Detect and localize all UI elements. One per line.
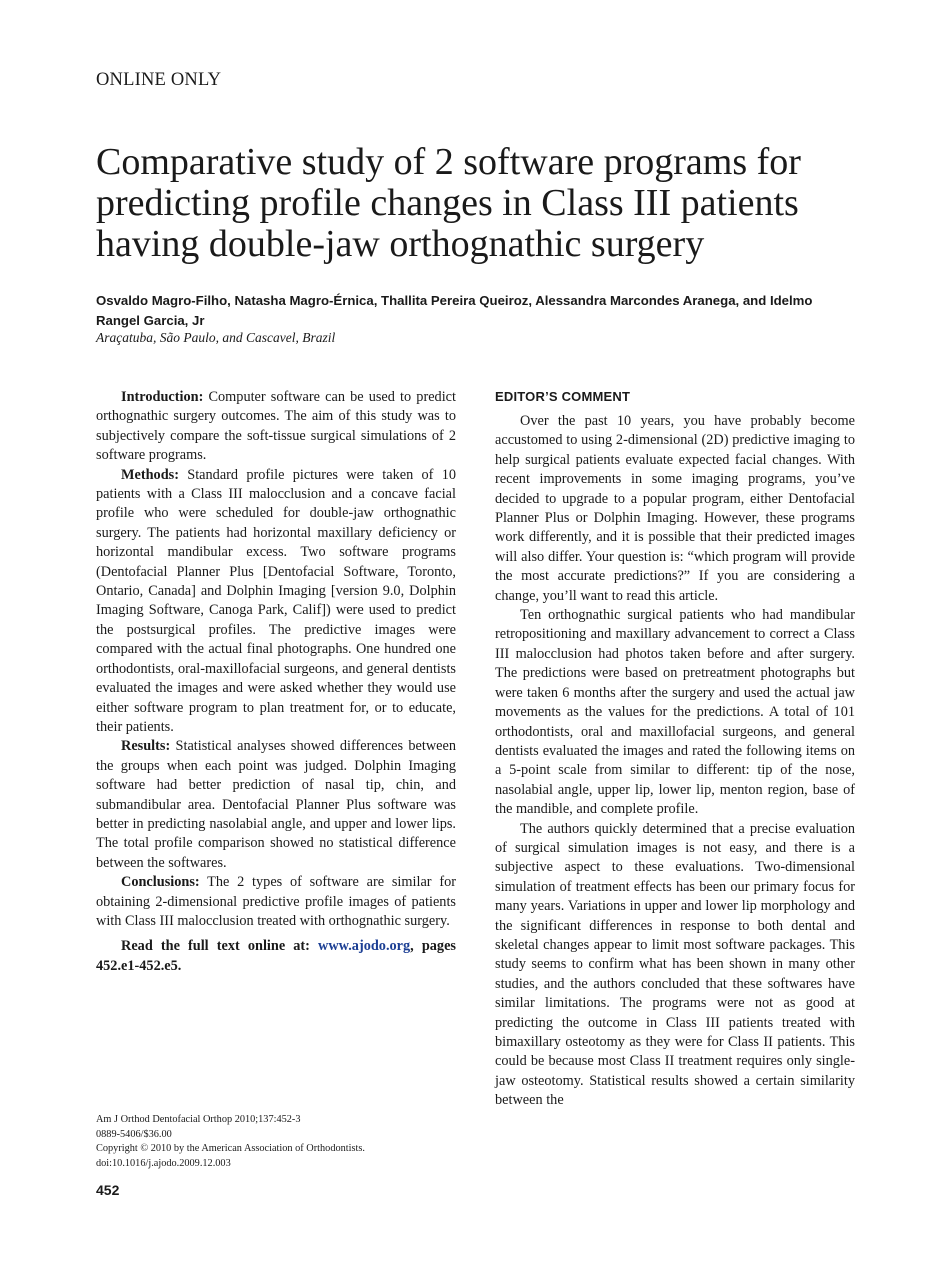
page-number: 452 — [96, 1182, 120, 1198]
abstract-methods — [96, 466, 456, 738]
section-label: ONLINE ONLY — [96, 70, 222, 90]
conclusions-label: Conclusions: — [121, 874, 200, 891]
editors-comment-paragraph: The authors quickly determined that a precise evaluation of surgical simulation images is not easy, and there is a subjective aspect to these evaluations. Two-dimensional simulation of treatment effects has been our primary focus for many years. Variations in upper and lower lip morphology and the significant differences in response to both dental and skeletal changes appear to limit most software packages. This study seems to confirm what has been shown in many other studies, and the authors concluded that these softwares have similar limitations. The programs were not as good at predicting the outcome in Class III patients treated with bimaxillary osteotomy as they were for Class II patients. This could be because most Class II treatment requires only single-jaw osteotomy. Statistical results showed a certain similarity between the — [495, 820, 855, 1109]
read-more-suffix: , pages 452.e1-452.e5. — [96, 938, 456, 974]
results-label: Results: — [121, 738, 171, 755]
results-text: Statistical analyses showed differences between the groups when each point was judged. Dolphin Imaging software had better prediction of nasal tip, chin, and submandibular area. Dentofacial Planner Plus software was better in predicting nasolabial angle, and upper and lower lips. The total profile comparison showed no statistical difference between the softwares. — [96, 738, 456, 871]
editors-comment — [495, 388, 855, 1111]
methods-text: Standard profile pictures were taken of 10 patients with a Class III malocclusion and a concave facial profile who were scheduled for double-jaw orthognathic surgery. The patients had horizontal maxillary deficiency or horizontal mandibular excess. Two software programs (Dentofacial Planner Plus [Dentofacial Software, Toronto, Ontario, Canada] and Dolphin Imaging [version 9.0, Dolphin Imaging Software, Canoga Park, Calif]) were used to predict the postsurgical profiles. The predictive images were compared with the actual final photographs. One hundred one orthodontists, oral-maxillofacial surgeons, and general dentists evaluated the images and were asked whether they would use either software program to plan treatment for, or to educate, their patients. — [96, 466, 456, 735]
ajodo-link[interactable]: www.ajodo.org — [318, 938, 411, 955]
methods-label: Methods: — [121, 466, 179, 483]
doi: doi:10.1016/j.ajodo.2009.12.003 — [96, 1157, 231, 1169]
editors-comment-paragraph: Ten orthognathic surgical patients who had mandibular retropositioning and maxillary advancement to correct a Class III malocclusion had photos taken before and after surgery. The predictions were based on pretreatment photographs but were taken 6 months after the surgery and used the actual jaw movements as the values for the predictions. A total of 101 orthodontists, oral and maxillofacial surgeons, and general dentists evaluated the images and rated the following items on a 5-point scale from similar to different: tip of the nose, nasolabial angle, upper lip, lower lip, menton region, base of the mandible, and complete profile. — [495, 607, 855, 818]
conclusions-text: The 2 types of software are similar for obtaining 2-dimensional predictive profile images of patients with Class III malocclusion treated with orthognathic surgery. — [96, 874, 456, 929]
copyright: Copyright © 2010 by the American Association of Orthodontists. — [96, 1143, 365, 1155]
introduction-label: Introduction: — [121, 389, 204, 405]
read-more — [96, 937, 456, 976]
author-list: Osvaldo Magro-Filho, Natasha Magro-Érnica, Thallita Pereira Queiroz, Alessandra Marcondes Aranega, and Idelmo Rangel Garcia, Jr — [96, 293, 813, 328]
editors-comment-paragraph: Over the past 10 years, you have probably become accustomed to using 2-dimensional (2D) predictive imaging to help surgical patients evaluate expected facial changes. With recent improvements in some imaging programs, you’ve decided to upgrade to a popular program, either Dentofacial Planner Plus or Dolphin Imaging. However, these programs work differently, and it is possible that their predicted images will also differ. Your question is: “which program will provide the most accurate predictions?” If you are considering a change, you’ll want to read this article. — [495, 413, 855, 604]
affiliation: Araçatuba, São Paulo, and Cascavel, Brazil — [96, 330, 336, 345]
abstract-results — [96, 737, 456, 873]
article-title: Comparative study of 2 software programs for predicting profile changes in Class III patients having double-jaw orthognathic surgery — [96, 141, 801, 265]
abstract-conclusions — [96, 873, 456, 931]
journal-citation: Am J Orthod Dentofacial Orthop 2010;137:452-3 — [96, 1114, 301, 1125]
abstract — [96, 388, 456, 976]
introduction-text: Computer software can be used to predict orthognathic surgery outcomes. The aim of this study was to subjectively compare the soft-tissue surgical simulations of 2 software programs. — [96, 389, 456, 464]
issn: 0889-5406/$36.00 — [96, 1128, 172, 1140]
read-more-prefix: Read the full text online at: — [121, 938, 319, 955]
abstract-introduction — [96, 388, 456, 466]
footnote — [96, 1113, 476, 1171]
editors-comment-heading: EDITOR’S COMMENT — [495, 389, 631, 404]
